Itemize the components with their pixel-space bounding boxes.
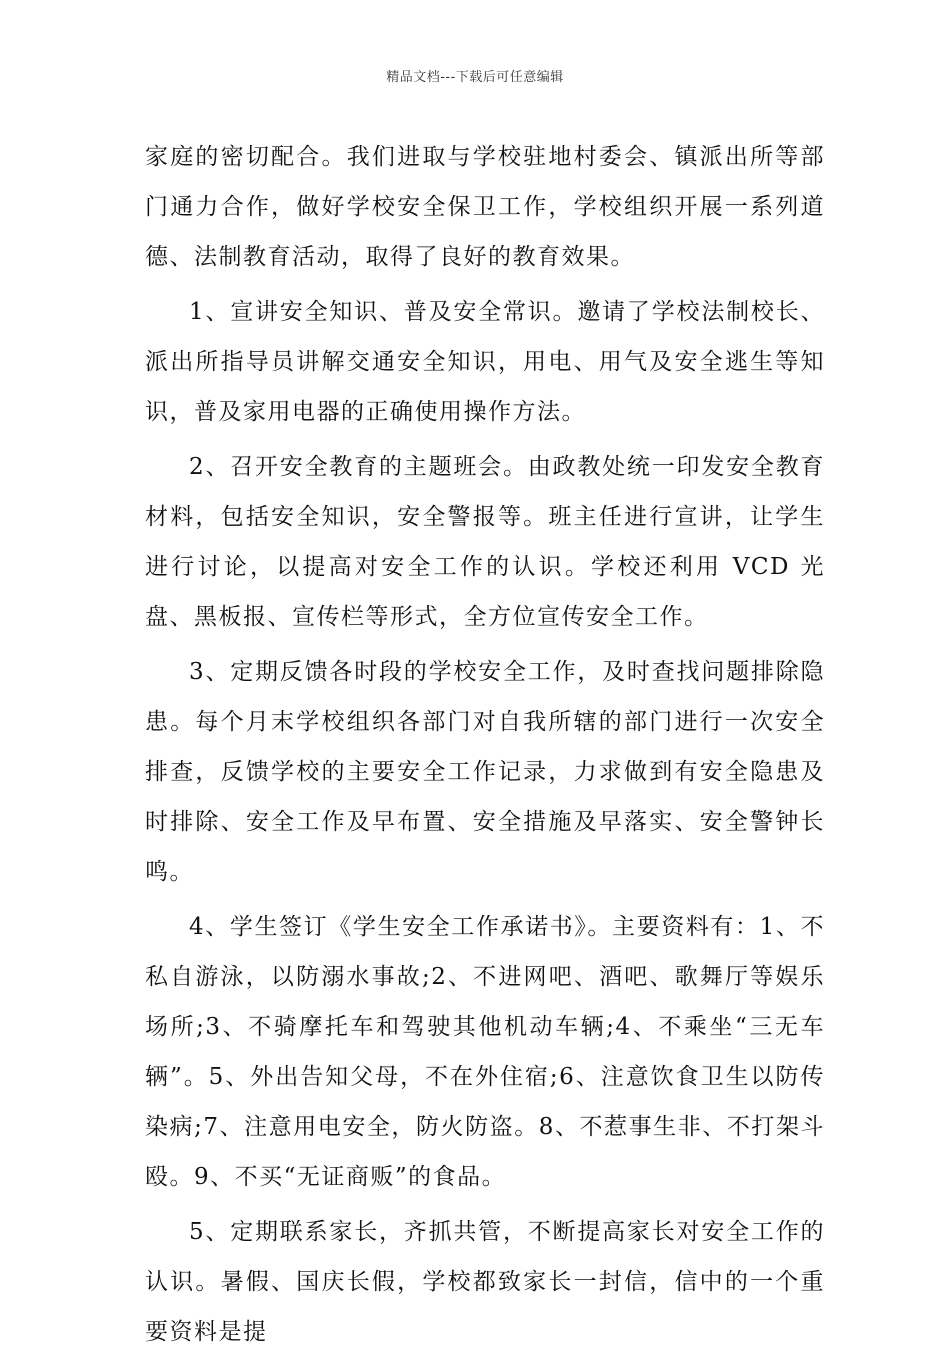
- paragraph-item-3: 3、定期反馈各时段的学校安全工作，及时查找问题排除隐患。每个月末学校组织各部门对自我所辖的部门进行一次安全排查，反馈学校的主要安全工作记录，力求做到有安全隐患及时排除、安全工作及早布置、安全措施及早落实、安全警钟长鸣。: [145, 659, 825, 885]
- paragraph-item-4: 4、学生签订《学生安全工作承诺书》。主要资料有：1、不私自游泳，以防溺水事故;2、不进网吧、酒吧、歌舞厅等娱乐场所;3、不骑摩托车和驾驶其他机动车辆;4、不乘坐“三无车辆”。5、外出告知父母，不在外住宿;6、注意饮食卫生以防传染病;7、注意用电安全，防火防盗。8、不惹事生非、不打架斗殴。9、不买“无证商贩”的食品。: [145, 914, 825, 1190]
- page-header: 精品文档---下载后可任意编辑: [386, 70, 564, 85]
- paragraph-continuation: 家庭的密切配合。我们进取与学校驻地村委会、镇派出所等部门通力合作，做好学校安全保卫工作，学校组织开展一系列道德、法制教育活动，取得了良好的教育效果。: [145, 144, 825, 270]
- paragraph-item-5: 5、定期联系家长，齐抓共管，不断提高家长对安全工作的认识。暑假、国庆长假，学校都致家长一封信，信中的一个重要资料是提: [145, 1219, 825, 1345]
- document-body: [145, 132, 825, 1362]
- paragraph-item-1: 1、宣讲安全知识、普及安全常识。邀请了学校法制校长、派出所指导员讲解交通安全知识，用电、用气及安全逃生等知识，普及家用电器的正确使用操作方法。: [145, 299, 825, 425]
- paragraph-item-2: 2、召开安全教育的主题班会。由政教处统一印发安全教育材料，包括安全知识，安全警报等。班主任进行宣讲，让学生进行讨论，以提高对安全工作的认识。学校还利用 VCD 光盘、黑板报、宣传栏等形式，全方位宣传安全工作。: [145, 454, 825, 630]
